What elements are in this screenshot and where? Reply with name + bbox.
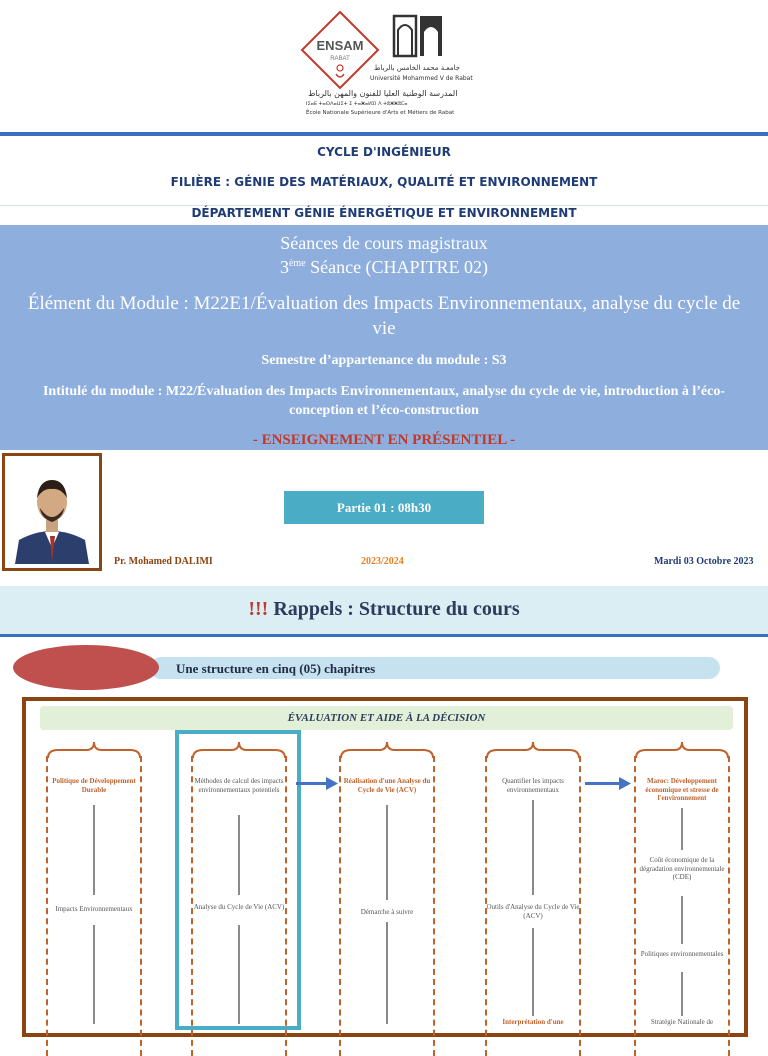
arrow-line [681,896,683,944]
school-name-fr: École Nationale Supérieure d'Arts et Métiers de Rabat [306,110,455,116]
enseignement-label: - ENSEIGNEMENT EN PRÉSENTIEL - [252,432,516,448]
seance-number: 3ème Séance (CHAPITRE 02) [279,257,489,277]
session-date: Mardi 03 Octobre 2023 [654,556,754,567]
seances-title: Séances de cours magistraux [280,233,488,253]
school-name-ar: المدرسة الوطنية العليا للفنون والمهن بالرباط [308,89,458,98]
arrow-head-icon [619,777,631,790]
arrow-head-icon [326,777,338,790]
speaker-portrait-icon [5,456,99,568]
cycle-label: CYCLE D'INGÉNIEUR [317,145,451,159]
university-name-fr: Université Mohammed V de Rabat [370,75,473,82]
chapter-1-topic: Impacts Environnementaux [55,905,133,913]
arrow-line [681,972,683,1016]
arrow-line [681,808,683,850]
school-name-tifinagh: ⵏⵉⴰⴹ ⵜⴰⵙⴷⴰⵡⵉⵜ ⵉ ⵜⴰⵥⴰⵍⵉⵏ ⴷ ⵜⵓⵥⵥⵓⵎⴰ [306,101,408,107]
chapter-5-bottom: Stratégie Nationale de [650,1018,714,1026]
chapter-4-bottom: Interprétation d'une [502,1018,564,1026]
intitule-label: Intitulé du module : M22/Évaluation des Impacts Environnementaux, analyse du cycle de vie, introduction à l’éco-conception et l’éco-construction [42,384,725,418]
partie-label: Partie 01 : 08h30 [284,491,484,524]
academic-year: 2023/2024 [361,556,404,567]
arrow-line [386,805,388,900]
semestre-label: Semestre d’appartenance du module : S3 [261,353,507,368]
arrow-line [386,922,388,1024]
chapter-5-title: Maroc: Développement économique et stresse de l'environnement [645,777,719,802]
chapter-3-topic: Démarche à suivre [360,908,414,916]
university-name-ar: جامعـة محمد الخامس بالرباط [374,64,461,72]
ensam-logo [300,10,380,90]
arrow-line [532,928,534,1016]
chapter-5-topic-2: Politiques environnementales [640,950,724,958]
page-header [0,0,768,132]
chapter-4-topic: Outils d'Analyse du Cycle de Vie (ACV) [486,903,580,920]
chapter-4-title: Quantifier les impacts environnementaux [502,777,564,794]
chapter-2-title: Méthodes de calcul des impacts environnementaux potentiels [194,777,284,794]
rappels-divider [0,634,768,637]
chapter-5-topic: Coût économique de la dégradation environnementale (CDE) [639,856,725,881]
filiere-label: FILIÈRE : GÉNIE DES MATÉRIAUX, QUALITÉ ET ENVIRONNEMENT [170,175,598,189]
ensam-logo-sub: RABAT [330,56,350,62]
speaker-photo [2,453,102,571]
chapter-2-topic: Analyse du Cycle de Vie (ACV) [193,903,285,911]
evaluation-title: ÉVALUATION ET AIDE À LA DÉCISION [287,712,486,724]
course-title-block [0,225,768,450]
flow-arrow [296,782,328,785]
chapter-1-title: Politique de Développement Durable [52,777,136,794]
red-oval-marker [13,645,159,690]
chapter-3-title: Réalisation d'une Analyse du Cycle de Vie (ACV) [343,777,431,794]
current-chapter-highlight [175,730,301,1030]
header-divider [0,132,768,136]
ensam-logo-text: ENSAM [316,38,364,53]
arrow-line [93,805,95,895]
structure-label: Une structure en cinq (05) chapitres [176,661,376,676]
rappels-title: !!! Rappels : Structure du cours [248,598,520,620]
element-title: Élément du Module : M22E1/Évaluation des Impacts Environnementaux, analyse du cycle de vie [27,293,741,339]
departement-label: DÉPARTEMENT GÉNIE ÉNERGÉTIQUE ET ENVIRONNEMENT [191,206,577,220]
speaker-name: Pr. Mohamed DALIMI [114,556,213,567]
arrow-line [93,925,95,1024]
arrow-line [532,800,534,895]
flow-arrow [585,782,621,785]
